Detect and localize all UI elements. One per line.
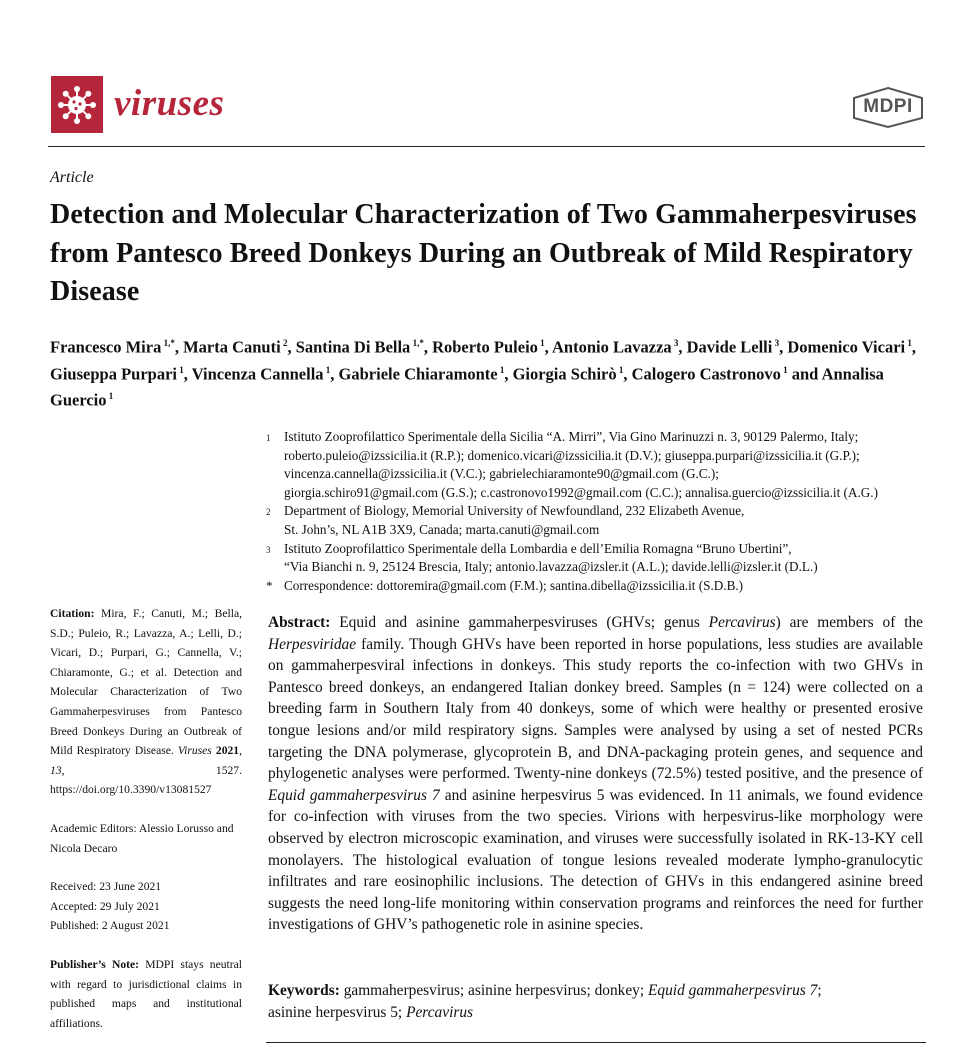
affiliation-line: Istituto Zooprofilattico Sperimentale della Lombardia e dell’Emilia Romagna “Bruno Ubertini”, [284,540,792,556]
author-affiliation-mark: 1,* [161,338,175,348]
author: Francesco Mira [50,337,162,357]
author: Calogero Castronovo [631,364,781,383]
publisher-note-label: Publisher’s Note: [50,957,140,971]
text-run: and asinine herpesvirus 5 was evidenced. In 11 animals, we found evidence for co-infection with viruses from the two species. Virions with herpesvirus-like morphology were observed by electron microscopic examination, and viruses were successfully isolated in RK-13-KY cell monolayers. The histological evaluation of tongue lesions revealed moderate lympho-granulocytic infiltrates and rare eosinophilic inclusions. The detection of GHVs in this endangered asinine breed suggests the need long-life monitoring within conservation programs and reinforces the need for further investigations of GHV’s pathogenetic role in asinine species. [268,786,923,934]
affiliation-line: Istituto Zooprofilattico Sperimentale della Sicilia “A. Mirri”, Via Gino Marinuzzi n. 3, 90129 Palermo, Italy; [284,429,859,444]
author: Marta Canuti [183,337,281,357]
citation-journal: Viruses [177,744,212,758]
header-divider [48,146,925,147]
author: Giuseppa Purpari [50,364,177,383]
citation-volume: 13 [50,763,62,777]
affiliation-line: roberto.puleio@izssicilia.it (R.P.); domenico.vicari@izssicilia.it (D.V.); giuseppa.purpari@izssicilia.it (G.P.); [284,447,860,463]
bottom-divider [266,1042,926,1043]
citation-page: 1527. [215,763,242,777]
affiliation-item [266,502,936,539]
journal-name: viruses [114,83,225,124]
abstract-body [268,614,923,933]
affiliation-item [266,540,936,577]
received-date: Received: 23 June 2021 [50,880,162,894]
text-run: family. Though GHVs have been reported in horse populations, less studies are available on gammaherpesviral infections in donkeys. This study reports the co-infection with two GHVs in Pantesco breed donkeys, an endangered Italian donkey breed. Samples (n = 124) were collected on a breeding farm in Southern Italy from 40 donkeys, some of which were healthy or presented erosive tongue lesions and/or mild respiratory signs. Samples were analysed by using a set of nested PCRs targeting the DNA polymerase, glycoprotein B, and DNA-packaging protein genes, and sequence and phylogenetic analyses were performed. Twenty-nine donkeys (72.5%) tested positive, and the presence of [268,635,923,783]
affiliation-line: “Via Bianchi n. 9, 25124 Brescia, Italy; antonio.lavazza@izsler.it (A.L.); davide.lelli@izsler.it (D.L.) [284,559,818,575]
author-affiliation-mark: 1 [780,364,788,375]
author: Vincenza Cannella [191,364,324,383]
affiliation-mark: 3 [266,544,271,555]
affiliation-mark: 1 [266,433,271,443]
affiliation-mark: * [266,577,273,593]
author: Gabriele Chiaramonte [338,364,498,383]
article-title: Detection and Molecular Characterization of Two Gammaherpesviruses from Pantesco Breed Donkeys During an Outbreak of Mild Respiratory Disease [50,199,917,307]
citation-doi-link[interactable]: https://doi.org/10.3390/v13081527 [50,783,212,797]
text-run: ) are members of the [775,614,923,631]
text-run: Equid and asinine gammaherpesviruses (GHVs; genus [339,614,709,631]
author-affiliation-mark: 1 [905,338,912,348]
abstract-label: Abstract: [268,614,331,631]
published-date: Published: 2 August 2021 [50,919,170,933]
author-affiliation-mark: 1 [106,391,114,401]
affiliation-line: St. John’s, NL A1B 3X9, Canada; marta.canuti@gmail.com [284,521,600,537]
author-list: Francesco Mira $^{1,*}$, Marta Canuti $^2$, Santina Di Bella $^{1,*}$, Roberto Puleio $^1$, Antonio Lavazza $^3$, Davide Lelli $^3$, Domenico Vicari $^1$, Giuseppa Purpari $^1$, Vincenza Cannella $^1$, Gabriele Chiaramonte $^1$, Giorgia Schirò $^1$, Calogero Castronovo $^1$ and Annalisa Guercio $^1$ [50,337,916,410]
author: Santina Di Bella [295,337,411,357]
citation-label: Citation: [50,607,95,620]
affiliation-line: vincenza.cannella@izssicilia.it (V.C.); gabrielechiaramonte90@gmail.com (G.C.); [284,466,719,482]
text-run: gammaherpesvirus; asinine herpesvirus; donkey; [343,982,649,999]
italic-term: Percavirus [406,1003,474,1021]
author-affiliation-mark: 1 [176,364,184,375]
affiliations [266,428,936,595]
author-affiliation-mark: 1 [616,364,624,375]
abstract [268,612,923,936]
sidebar [50,604,242,1033]
author-affiliation-mark: 1 [497,364,505,375]
italic-term: Equid gammaherpesvirus 7 [648,982,818,999]
italic-term: Herpesviridae [268,635,357,653]
publisher-note [50,955,242,1033]
mdpi-logo-text: MDPI [863,96,913,117]
academic-editors: Academic Editors: Alessio Lorusso and Nicola Decaro [50,821,234,855]
author: Giorgia Schirò [512,364,617,383]
text-run: ; [817,982,822,999]
author-affiliation-mark: 1,* [410,338,424,348]
keywords-label: Keywords: [268,982,340,999]
affiliation-line: Correspondence: dottoremira@gmail.com (F.M.); santina.dibella@izssicilia.it (S.D.B.) [284,577,744,593]
affiliation-line: Department of Biology, Memorial University of Newfoundland, 232 Elizabeth Avenue, [284,503,745,519]
author: Davide Lelli [686,337,773,357]
affiliation-mark: 2 [266,507,271,518]
author-affiliation-mark: 3 [772,338,780,348]
text-run: asinine herpesvirus 5; [268,1003,407,1021]
author-affiliation-mark: 1 [323,364,331,375]
affiliation-line: giorgia.schiro91@gmail.com (G.S.); c.castronovo1992@gmail.com (C.C.); annalisa.guercio@izssicilia.it (A.G.) [284,484,878,500]
journal-logo [51,76,103,133]
author: Domenico Vicari [787,337,906,357]
italic-term: Equid gammaherpesvirus 7 [268,786,440,804]
author-affiliation-mark: 3 [671,338,679,348]
keywords-body [268,982,822,1021]
author: Antonio Lavazza [552,337,672,357]
italic-term: Percavirus [708,614,776,631]
mdpi-logo [850,86,926,128]
article-type: Article [50,169,94,186]
affiliation-item [266,428,936,502]
citation: Citation: Mira, F.; Canuti, M.; Bella, S.D.; Puleio, R.; Lavazza, A.; Lelli, D.; Vicari, D.; Purpari, G.; Cannella, V.; Chiaramonte, G.; et al. Detection and Molecular Characterization of Two Gammaherpesviruses from Pantesco Breed Donkeys During an Outbreak of Mild Respiratory Disease. Viruses 2021, 13, 1527. https://doi.org/10.3390/v13081527 [50,607,242,797]
author-affiliation-mark: 1 [537,338,545,348]
citation-year: 2021 [215,744,240,758]
publisher-note-text: MDPI stays neutral with regard to jurisdictional claims in published maps and institutional affiliations. [50,957,242,1030]
virus-icon [55,83,99,127]
affiliation-item [266,577,936,596]
accepted-date: Accepted: 29 July 2021 [50,899,160,913]
keywords [268,980,923,1023]
author-affiliation-mark: 2 [280,338,288,348]
author: Roberto Puleio [432,337,538,357]
author: Annalisa Guercio [50,364,884,410]
citation-text: Mira, F.; Canuti, M.; Bella, S.D.; Puleio, R.; Lavazza, A.; Lelli, D.; Vicari, D.; Purpari, G.; Cannella, V.; Chiaramonte, G.; et al. Detection and Molecular Characterization of Two Gammaherpesviruses from Pantesco Breed Donkeys During an Outbreak of Mild Respiratory Disease. [50,607,242,758]
